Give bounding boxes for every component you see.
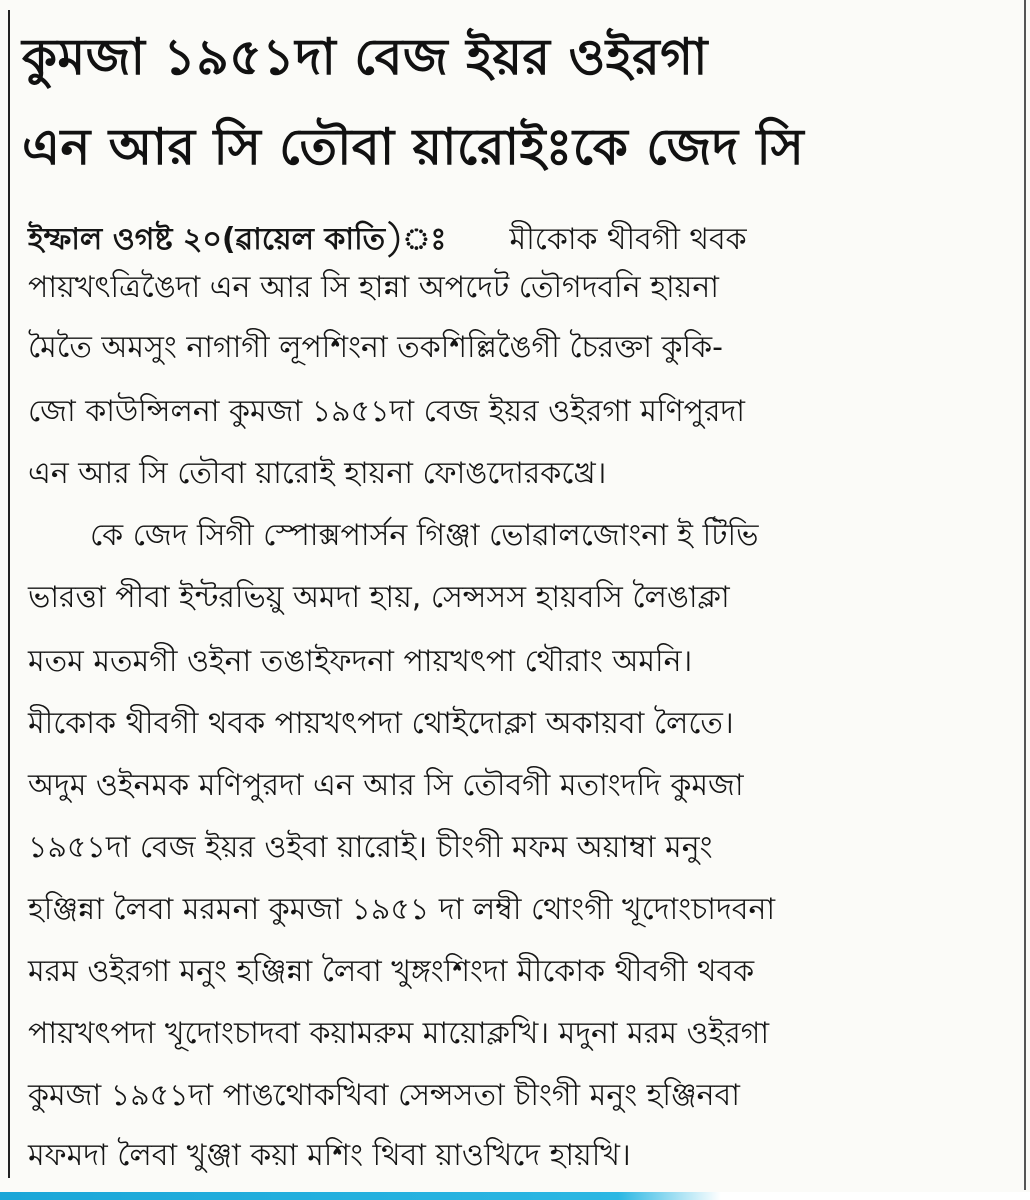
- article-line-8: মতম মতমগী ওইনা তঙাইফদনা পায়খৎপা থৌরাং অমনি।: [28, 644, 693, 679]
- article-line-3: মৈতৈ অমসুং নাগাগী লূপশিংনা তকশিল্লিঙৈগী চৈরক্তা কুকি-: [28, 330, 723, 365]
- article-line-13: মরম ওইরগা মনুং হঞ্জিন্না লৈবা খুঙ্গংশিংদা মীকোক থীবগী থবক: [28, 954, 755, 989]
- article-line-7: ভারত্তা পীবা ইন্টরভিয়ু অমদা হায়, সেন্সসস হায়বসি লৈঙাক্লা: [28, 580, 730, 615]
- dateline: ইম্ফাল ওগষ্ট ২০(ৱায়েল কাতি)ঃ: [28, 222, 447, 257]
- article-line-6: কে জেদ সিগী স্পোক্সপার্সন গিঞ্জা ভোৱালজোংনা ই টিভি: [90, 518, 759, 553]
- article-line-9: মীকোক থীবগী থবক পায়খৎপদা থোইদোক্লা অকায়বা লৈতে।: [28, 706, 734, 741]
- left-column-rule: [8, 10, 10, 1178]
- article-line-16: মফমদা লৈবা খুঞ্জা কয়া মশিং থিবা য়াওখিদে হায়খি।: [28, 1138, 631, 1173]
- article-line-11: ১৯৫১দা বেজ ইয়র ওইবা য়ারোই। চীংগী মফম অয়াম্বা মনুং: [28, 830, 713, 865]
- article-line-5: এন আর সি তৌবা য়ারোই হায়না ফোঙদোরকখ্রে।: [28, 456, 607, 491]
- headline-line-2: এন আর সি তৌবা য়ারোইঃকে জেদ সি: [22, 118, 805, 176]
- article-line-2: পায়খৎত্রিঙৈদা এন আর সি হান্না অপদেট তৌগদবনি হায়না: [28, 270, 719, 305]
- bottom-accent-bar: [0, 1192, 1030, 1200]
- article-line-12: হঞ্জিন্না লৈবা মরমনা কুমজা ১৯৫১ দা লম্বী থোংগী খূদোংচাদবনা: [28, 892, 776, 927]
- article-line-14: পায়খৎপদা খূদোংচাদবা কয়ামরুম মায়োক্লখি। মদুনা মরম ওইরগা: [28, 1016, 770, 1051]
- article-line-1-text: মীকোক থীবগী থবক: [509, 222, 747, 257]
- article-line-1: [28, 220, 1008, 260]
- article-line-10: অদুম ওইনমক মণিপুরদা এন আর সি তৌবগী মতাংদদি কুমজা: [28, 768, 744, 803]
- right-column-rule: [1024, 0, 1026, 1190]
- article-line-15: কুমজা ১৯৫১দা পাঙথোকখিবা সেন্সসতা চীংগী মনুং হঞ্জিনবা: [28, 1078, 740, 1113]
- article-line-4: জো কাউন্সিলনা কুমজা ১৯৫১দা বেজ ইয়র ওইরগা মণিপুরদা: [28, 394, 745, 429]
- headline-line-1: কুমজা ১৯৫১দা বেজ ইয়র ওইরগা: [22, 28, 709, 86]
